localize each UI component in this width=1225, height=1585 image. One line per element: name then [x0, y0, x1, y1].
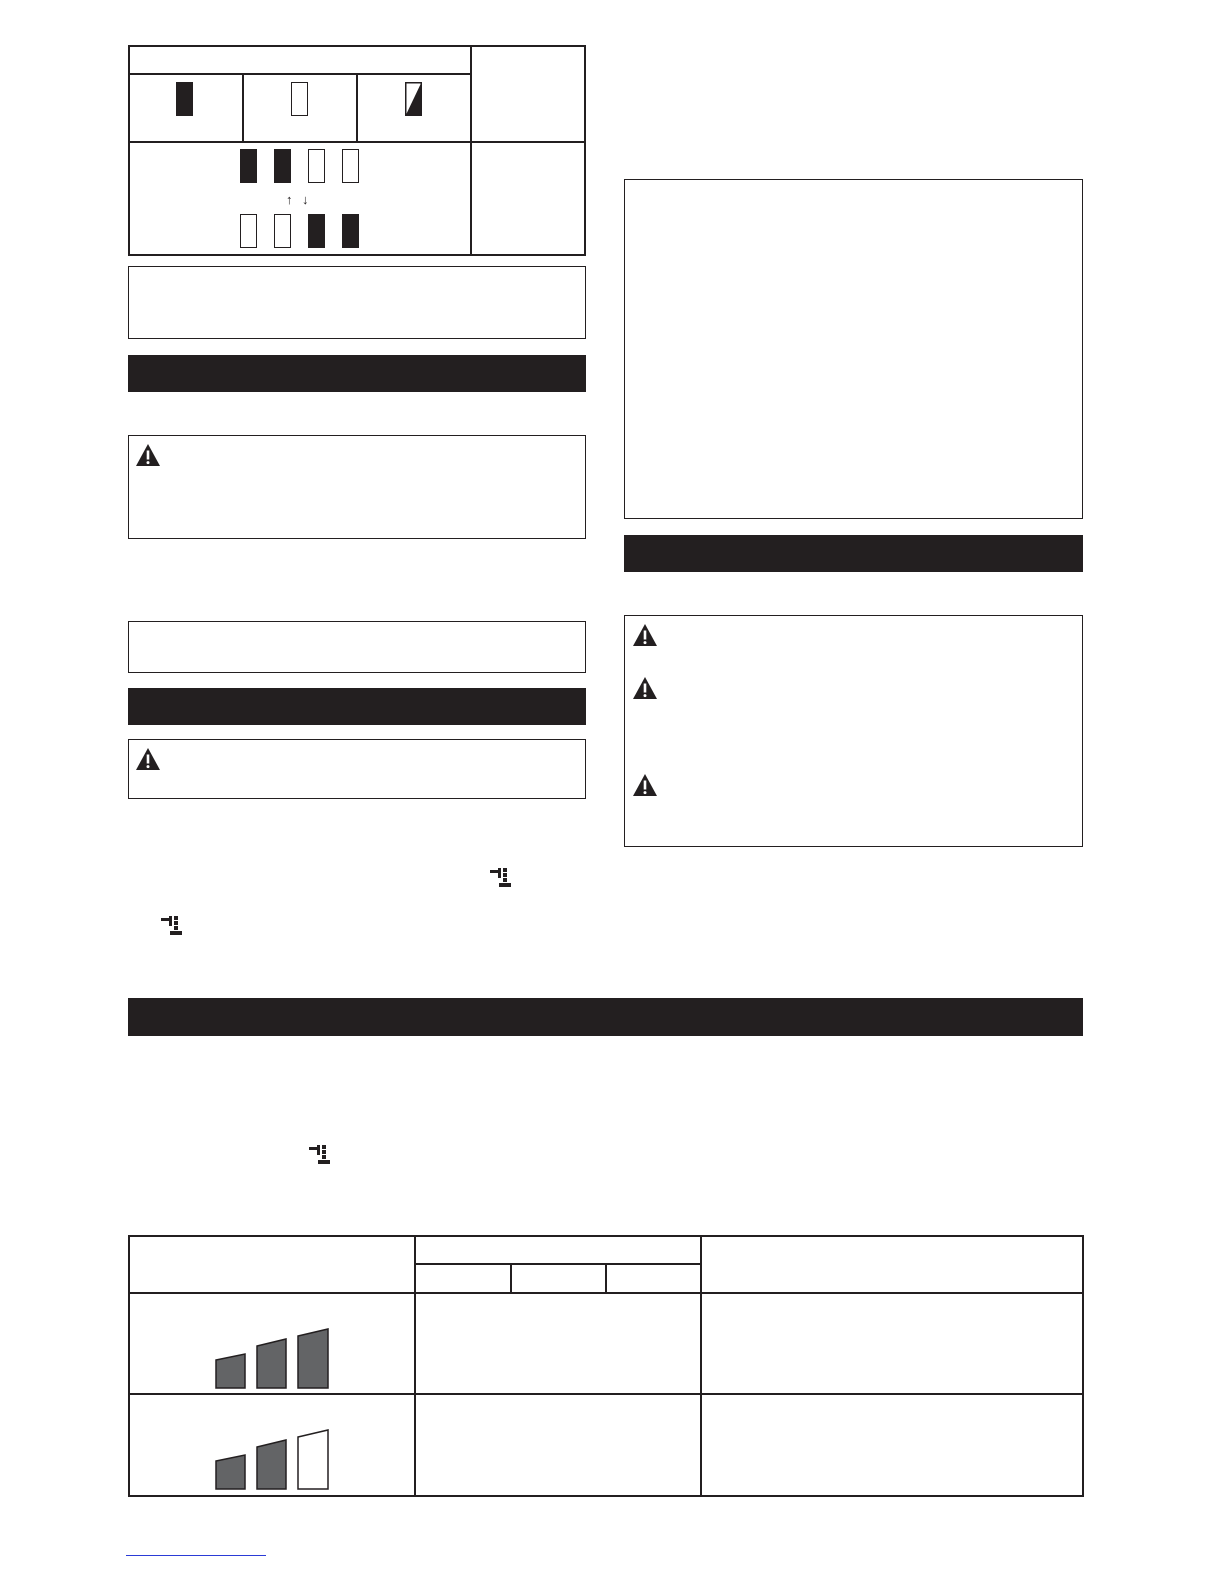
arrow-up-icon: ↑ — [286, 192, 293, 207]
info-box — [624, 179, 1083, 519]
lamp-blinking-icon — [405, 82, 422, 116]
note-box — [128, 621, 586, 673]
section-heading-bar — [624, 535, 1083, 572]
sequence-lamp-icon — [274, 149, 291, 183]
section-heading-bar — [128, 998, 1083, 1036]
drill-mode-icon — [489, 867, 515, 889]
warning-box — [624, 615, 1083, 847]
table-divider — [470, 45, 472, 256]
table-divider — [700, 1235, 702, 1497]
battery-level-bar-icon — [214, 1328, 332, 1390]
sequence-lamp-icon — [342, 149, 359, 183]
table-divider — [605, 1263, 607, 1293]
arrow-down-icon: ↓ — [302, 192, 309, 207]
table-divider — [414, 1263, 701, 1265]
section-heading-bar — [128, 688, 586, 725]
drill-mode-icon — [160, 915, 186, 937]
caution-box — [128, 739, 586, 799]
sequence-lamp-icon — [240, 214, 257, 248]
footer-link-underline — [126, 1555, 266, 1556]
lamp-off-icon — [291, 82, 308, 116]
section-heading-bar — [128, 355, 586, 392]
table-divider — [356, 73, 358, 142]
table-divider — [128, 1292, 1084, 1294]
sequence-lamp-icon — [308, 214, 325, 248]
caution-box — [128, 435, 586, 539]
battery-level-bar-icon — [214, 1429, 332, 1491]
sequence-lamp-icon — [342, 214, 359, 248]
table-divider — [414, 1235, 416, 1497]
sequence-lamp-icon — [240, 149, 257, 183]
table-divider — [510, 1263, 512, 1293]
warning-triangle-icon — [135, 443, 161, 467]
note-box — [128, 266, 586, 339]
warning-triangle-icon — [632, 623, 658, 647]
warning-triangle-icon — [632, 676, 658, 700]
drill-mode-icon — [308, 1144, 334, 1166]
sequence-lamp-icon — [308, 149, 325, 183]
table-divider — [242, 73, 244, 142]
lamp-on-icon — [176, 82, 193, 116]
sequence-lamp-icon — [274, 214, 291, 248]
warning-triangle-icon — [632, 773, 658, 797]
table-divider — [128, 73, 471, 75]
warning-triangle-icon — [135, 747, 161, 771]
table-divider — [128, 1393, 1084, 1395]
